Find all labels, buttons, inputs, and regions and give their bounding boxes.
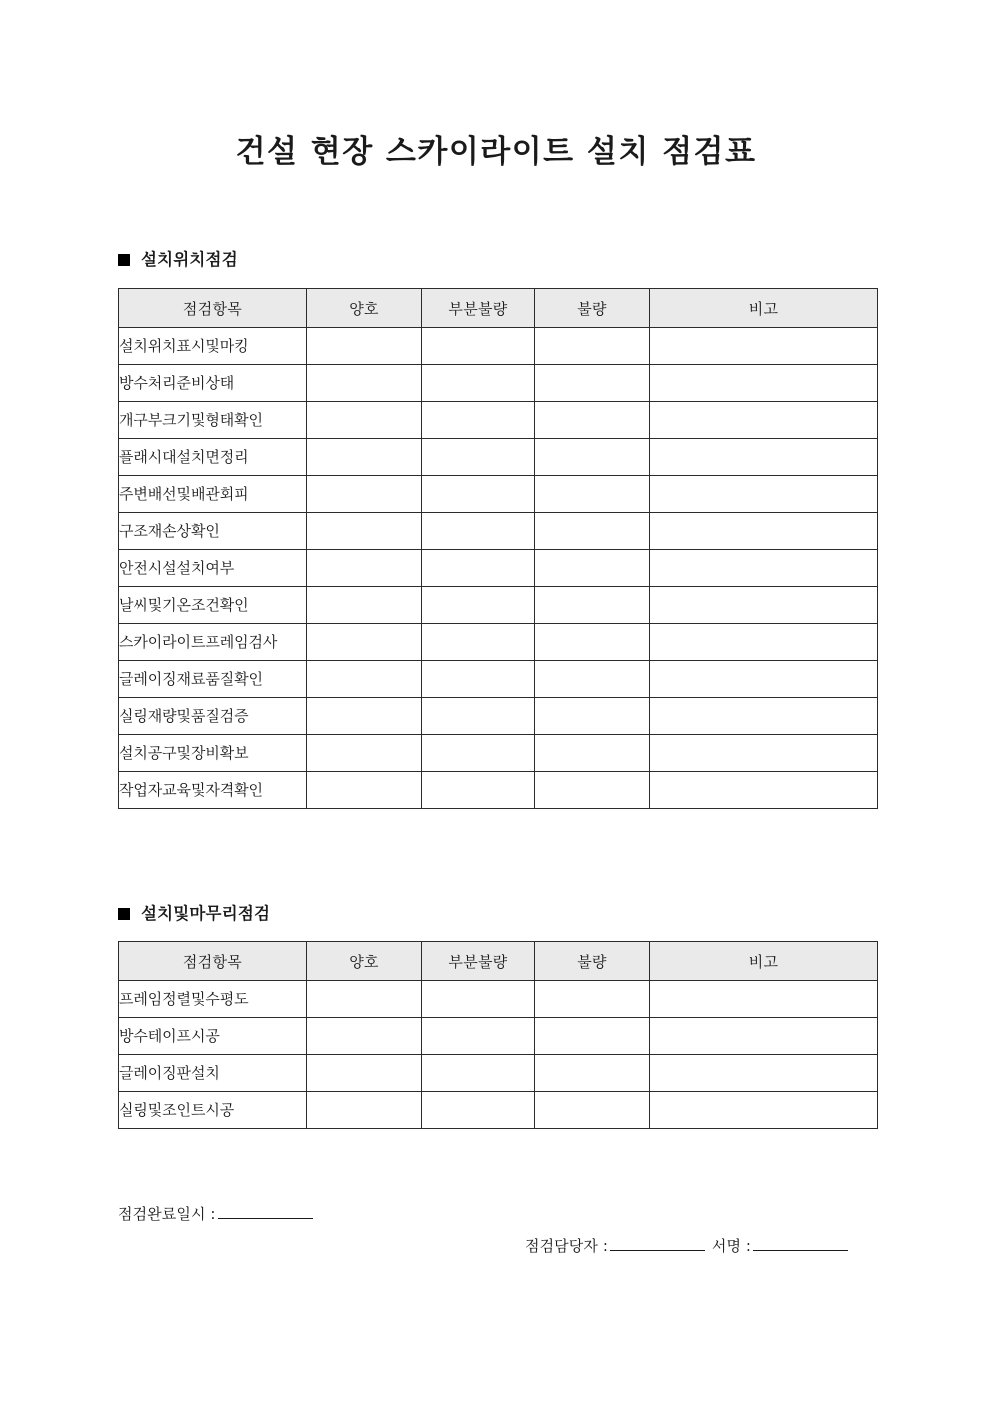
square-bullet-icon — [118, 254, 130, 266]
table-row — [119, 587, 878, 624]
table-row — [119, 513, 878, 550]
row-item-label: 스카이라이트프레임검사 — [119, 624, 307, 661]
note-cell[interactable] — [650, 328, 878, 365]
column-header-note: 비고 — [650, 942, 878, 981]
table-row — [119, 402, 878, 439]
checkbox-cell-good[interactable] — [307, 476, 422, 513]
checkbox-cell-partial[interactable] — [422, 661, 535, 698]
note-cell[interactable] — [650, 402, 878, 439]
column-header-note: 비고 — [650, 289, 878, 328]
section-heading-installation-finish — [118, 906, 270, 923]
checkbox-cell-good[interactable] — [307, 661, 422, 698]
checkbox-cell-partial[interactable] — [422, 624, 535, 661]
checkbox-cell-partial[interactable] — [422, 1018, 535, 1055]
note-cell[interactable] — [650, 476, 878, 513]
note-cell[interactable] — [650, 661, 878, 698]
row-item-label: 방수테이프시공 — [119, 1018, 307, 1055]
checkbox-cell-bad[interactable] — [535, 981, 650, 1018]
note-cell[interactable] — [650, 550, 878, 587]
row-item-label: 개구부크기및형태확인 — [119, 402, 307, 439]
table-row — [119, 365, 878, 402]
checkbox-cell-good[interactable] — [307, 439, 422, 476]
row-item-label: 글레이징재료품질확인 — [119, 661, 307, 698]
checkbox-cell-bad[interactable] — [535, 624, 650, 661]
checkbox-cell-good[interactable] — [307, 735, 422, 772]
signature-label: 서명 : — [711, 1237, 752, 1255]
row-item-label: 실링재량및품질검증 — [119, 698, 307, 735]
inspector-name-blank[interactable] — [610, 1239, 705, 1251]
table-row — [119, 1055, 878, 1092]
checkbox-cell-bad[interactable] — [535, 772, 650, 809]
table-row — [119, 439, 878, 476]
checkbox-cell-bad[interactable] — [535, 698, 650, 735]
checkbox-cell-good[interactable] — [307, 772, 422, 809]
section-heading-installation-location — [118, 252, 238, 269]
row-item-label: 날씨및기온조건확인 — [119, 587, 307, 624]
checkbox-cell-bad[interactable] — [535, 587, 650, 624]
checklist-table-installation-location — [118, 288, 878, 809]
checkbox-cell-partial[interactable] — [422, 513, 535, 550]
checkbox-cell-bad[interactable] — [535, 661, 650, 698]
note-cell[interactable] — [650, 439, 878, 476]
checkbox-cell-good[interactable] — [307, 365, 422, 402]
checkbox-cell-partial[interactable] — [422, 439, 535, 476]
checklist-table-installation-finish — [118, 941, 878, 1129]
checkbox-cell-partial[interactable] — [422, 772, 535, 809]
checkbox-cell-partial[interactable] — [422, 1055, 535, 1092]
row-item-label: 구조재손상확인 — [119, 513, 307, 550]
signature-blank[interactable] — [753, 1239, 848, 1251]
row-item-label: 주변배선및배관회피 — [119, 476, 307, 513]
section-heading-label: 설치및마무리점검 — [141, 904, 271, 923]
table-row — [119, 735, 878, 772]
checkbox-cell-good[interactable] — [307, 698, 422, 735]
row-item-label: 글레이징판설치 — [119, 1055, 307, 1092]
column-header-item: 점검항목 — [119, 289, 307, 328]
checkbox-cell-partial[interactable] — [422, 735, 535, 772]
row-item-label: 방수처리준비상태 — [119, 365, 307, 402]
table-row — [119, 698, 878, 735]
column-header-good: 양호 — [307, 289, 422, 328]
square-bullet-icon — [118, 908, 130, 920]
row-item-label: 설치위치표시및마킹 — [119, 328, 307, 365]
inspector-signature-field — [525, 1239, 850, 1254]
note-cell[interactable] — [650, 587, 878, 624]
note-cell[interactable] — [650, 772, 878, 809]
column-header-good: 양호 — [307, 942, 422, 981]
checkbox-cell-partial[interactable] — [422, 365, 535, 402]
row-item-label: 안전시설설치여부 — [119, 550, 307, 587]
section-heading-label: 설치위치점검 — [141, 250, 238, 269]
checkbox-cell-partial[interactable] — [422, 587, 535, 624]
table-row — [119, 1092, 878, 1129]
checkbox-cell-good[interactable] — [307, 513, 422, 550]
checkbox-cell-bad[interactable] — [535, 1092, 650, 1129]
checkbox-cell-good[interactable] — [307, 1055, 422, 1092]
note-cell[interactable] — [650, 1055, 878, 1092]
note-cell[interactable] — [650, 1018, 878, 1055]
column-header-item: 점검항목 — [119, 942, 307, 981]
inspector-label: 점검담당자 : — [525, 1237, 608, 1255]
checkbox-cell-partial[interactable] — [422, 1092, 535, 1129]
checkbox-cell-bad[interactable] — [535, 476, 650, 513]
completion-datetime-label: 점검완료일시 : — [118, 1205, 216, 1223]
checkbox-cell-good[interactable] — [307, 550, 422, 587]
column-header-partial: 부분불량 — [422, 942, 535, 981]
checkbox-cell-bad[interactable] — [535, 735, 650, 772]
completion-datetime-blank[interactable] — [218, 1207, 313, 1219]
checkbox-cell-good[interactable] — [307, 981, 422, 1018]
checkbox-cell-bad[interactable] — [535, 402, 650, 439]
checkbox-cell-partial[interactable] — [422, 698, 535, 735]
table-row — [119, 476, 878, 513]
checkbox-cell-bad[interactable] — [535, 439, 650, 476]
checkbox-cell-good[interactable] — [307, 1092, 422, 1129]
checkbox-cell-partial[interactable] — [422, 550, 535, 587]
table-row — [119, 624, 878, 661]
table-row — [119, 550, 878, 587]
note-cell[interactable] — [650, 1092, 878, 1129]
table-header-row — [119, 942, 878, 981]
table-row — [119, 1018, 878, 1055]
checkbox-cell-bad[interactable] — [535, 513, 650, 550]
checkbox-cell-bad[interactable] — [535, 1055, 650, 1092]
column-header-bad: 불량 — [535, 289, 650, 328]
table-row — [119, 981, 878, 1018]
note-cell[interactable] — [650, 698, 878, 735]
table-header-row — [119, 289, 878, 328]
table-row — [119, 328, 878, 365]
row-item-label: 플래시대설치면정리 — [119, 439, 307, 476]
note-cell[interactable] — [650, 365, 878, 402]
column-header-partial: 부분불량 — [422, 289, 535, 328]
checkbox-cell-bad[interactable] — [535, 328, 650, 365]
checkbox-cell-bad[interactable] — [535, 365, 650, 402]
note-cell[interactable] — [650, 624, 878, 661]
page-title: 건설 현장 스카이라이트 설치 점검표 — [235, 134, 757, 170]
checkbox-cell-partial[interactable] — [422, 981, 535, 1018]
checkbox-cell-bad[interactable] — [535, 550, 650, 587]
row-item-label: 작업자교육및자격확인 — [119, 772, 307, 809]
checkbox-cell-good[interactable] — [307, 328, 422, 365]
checkbox-cell-good[interactable] — [307, 402, 422, 439]
note-cell[interactable] — [650, 735, 878, 772]
checkbox-cell-partial[interactable] — [422, 328, 535, 365]
note-cell[interactable] — [650, 513, 878, 550]
checkbox-cell-partial[interactable] — [422, 476, 535, 513]
checkbox-cell-good[interactable] — [307, 1018, 422, 1055]
row-item-label: 설치공구및장비확보 — [119, 735, 307, 772]
checkbox-cell-partial[interactable] — [422, 402, 535, 439]
note-cell[interactable] — [650, 981, 878, 1018]
checkbox-cell-bad[interactable] — [535, 1018, 650, 1055]
column-header-bad: 불량 — [535, 942, 650, 981]
table-row — [119, 661, 878, 698]
row-item-label: 프레임정렬및수평도 — [119, 981, 307, 1018]
completion-datetime-field — [118, 1207, 315, 1222]
checkbox-cell-good[interactable] — [307, 587, 422, 624]
table-row — [119, 772, 878, 809]
checkbox-cell-good[interactable] — [307, 624, 422, 661]
row-item-label: 실링및조인트시공 — [119, 1092, 307, 1129]
